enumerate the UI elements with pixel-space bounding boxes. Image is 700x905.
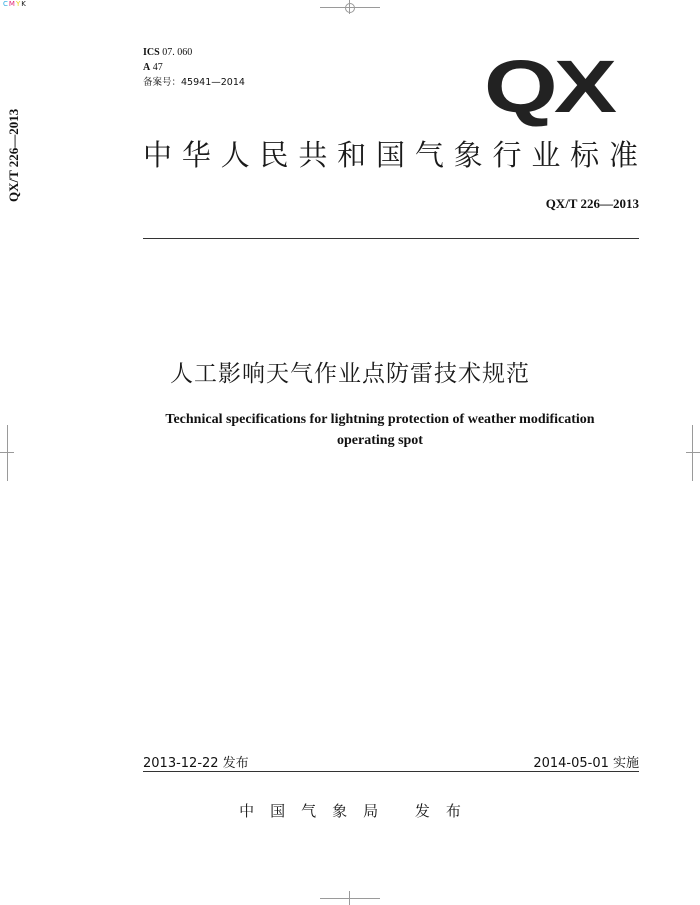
- meta-class: [143, 61, 163, 75]
- title-en-line2: operating spot: [337, 433, 423, 448]
- meta-record: [143, 76, 245, 90]
- header-divider: [143, 238, 639, 239]
- standard-code: QX/T 226—2013: [545, 196, 639, 211]
- class-value: 47: [152, 62, 163, 73]
- cmyk-c: C: [3, 0, 9, 8]
- title-en-line1: Technical specifications for lightning protection of weather modification: [165, 412, 595, 427]
- effective-date: 2014-05-01 实施: [533, 756, 639, 771]
- cmyk-m: M: [8, 0, 16, 8]
- standard-title: 中华人民共和国气象行业标准: [143, 138, 639, 172]
- ics-value: 07. 060: [162, 47, 193, 58]
- publisher: 中国气象局 发布: [239, 802, 477, 820]
- cmyk-k: K: [21, 0, 27, 8]
- document-title-cn: 人工影响天气作业点防雷技术规范: [170, 361, 530, 387]
- record-label: 备案号：: [143, 77, 182, 88]
- ics-label: ICS: [143, 47, 160, 58]
- qx-logo: QX: [484, 45, 614, 128]
- crop-mark-right-line: [692, 425, 693, 481]
- footer-divider: [143, 771, 639, 772]
- crop-mark-bottom-line: [320, 898, 380, 899]
- crop-mark-left-line: [7, 425, 8, 481]
- crop-mark-right: [686, 452, 700, 453]
- cmyk-registration-strip: [3, 0, 27, 8]
- record-value: 45941—2014: [181, 77, 245, 88]
- side-standard-code: QX/T 226—2013: [6, 108, 21, 202]
- document-title-en: [130, 409, 630, 451]
- cmyk-y: Y: [15, 0, 22, 8]
- registration-circle-top: [345, 3, 355, 13]
- class-label: A: [143, 62, 151, 73]
- meta-ics: [143, 46, 192, 60]
- publish-date: 2013-12-22 发布: [143, 756, 249, 771]
